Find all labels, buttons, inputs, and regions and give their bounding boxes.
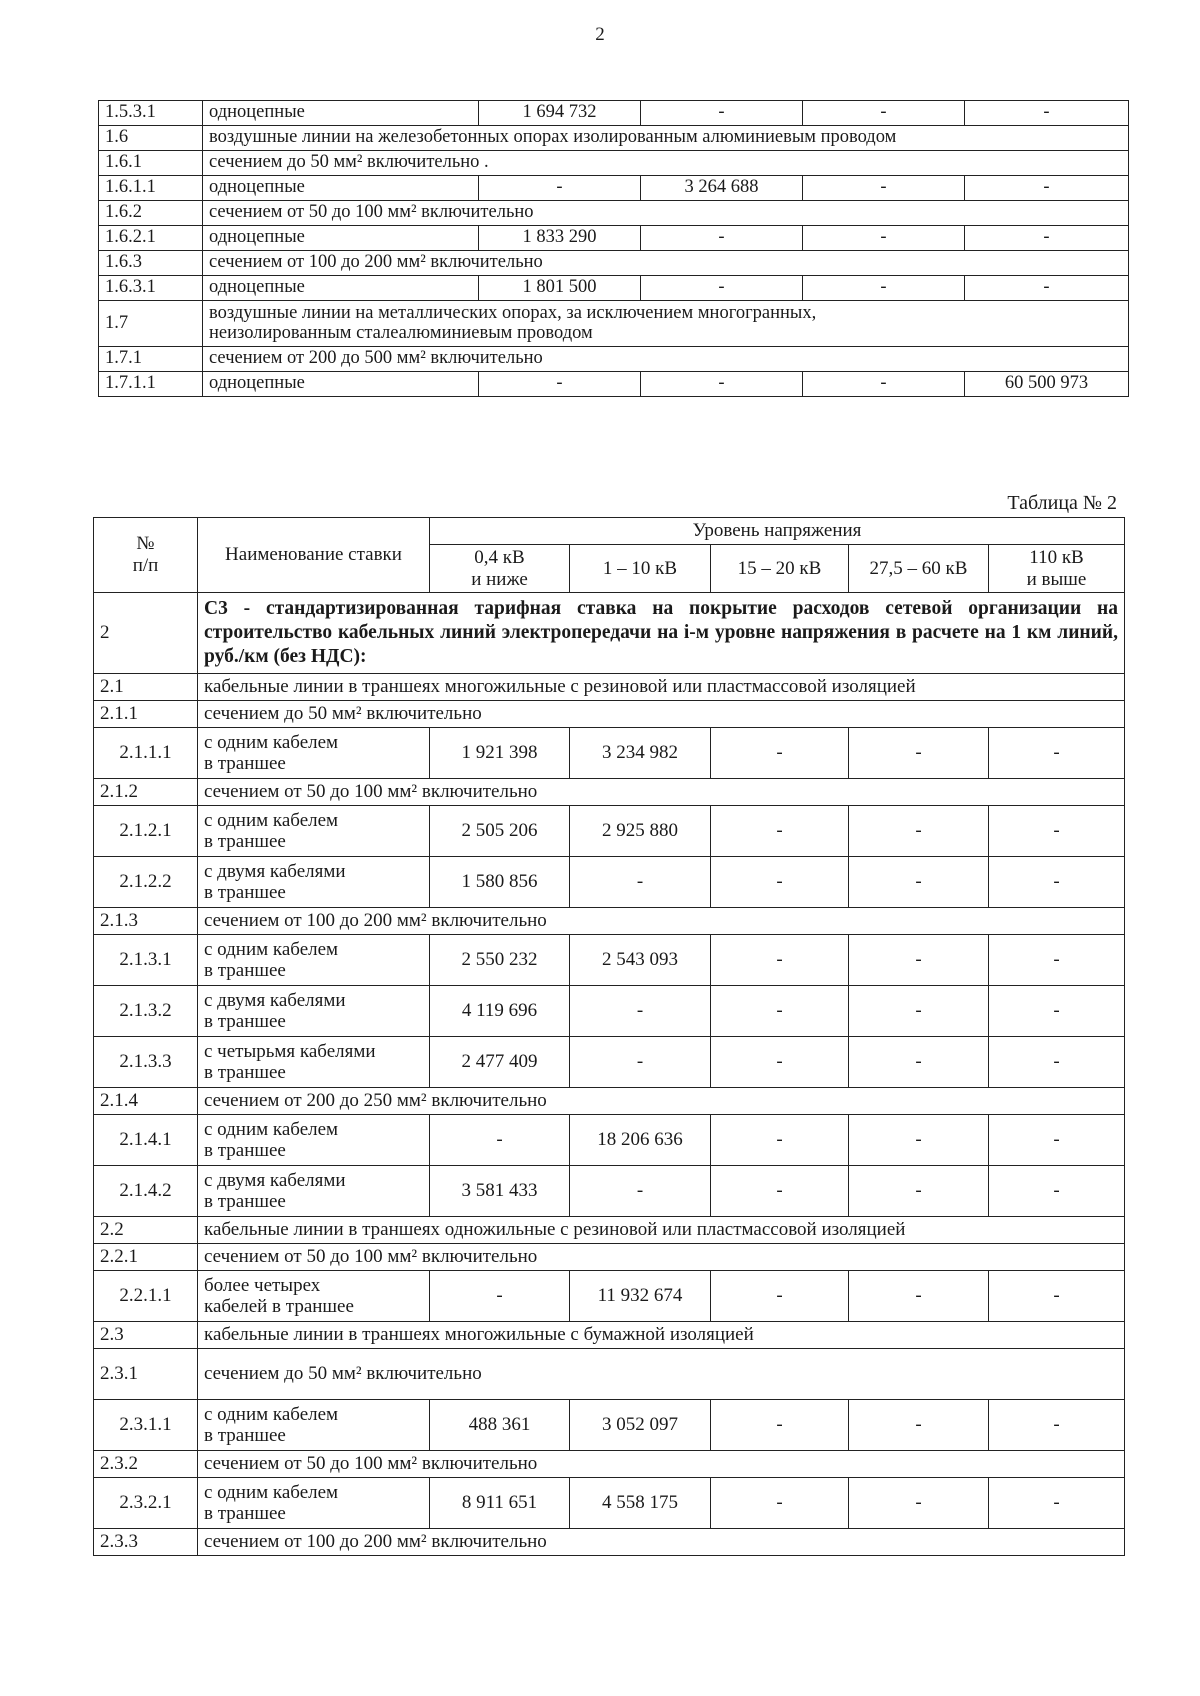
row-value: - <box>965 176 1129 201</box>
row-value: 4 119 696 <box>430 986 570 1037</box>
row-number: 2.1.3.3 <box>94 1037 198 1088</box>
row-number: 2.1.2 <box>94 779 198 806</box>
row-number: 1.5.3.1 <box>99 101 203 126</box>
row-value: - <box>711 935 849 986</box>
row-name-line1: с четырьмя кабелями <box>204 1040 376 1062</box>
row-value: 1 694 732 <box>479 101 641 126</box>
row-name-line2: в траншее <box>204 1140 286 1161</box>
table-row <box>99 176 1129 201</box>
row-name: кабельные линии в траншеях многожильные с бумажной изоляцией <box>198 1322 1125 1349</box>
row-number: 2.2.1 <box>94 1244 198 1271</box>
row-value: - <box>965 226 1129 251</box>
row-name: сечением от 100 до 200 мм² включительно <box>203 251 1129 276</box>
row-value: - <box>803 372 965 397</box>
row-name-line1: с двумя кабелями <box>204 1169 346 1191</box>
table-row <box>99 126 1129 151</box>
row-value: - <box>641 101 803 126</box>
row-name-line2: в траншее <box>204 960 286 981</box>
header-v5 <box>989 545 1125 593</box>
row-number: 1.7 <box>99 301 203 347</box>
row-name-line1: с двумя кабелями <box>204 860 346 882</box>
row-value: - <box>849 1478 989 1529</box>
row-number: 2 <box>94 593 198 674</box>
table-row <box>94 1400 1125 1451</box>
row-value: - <box>989 1271 1125 1322</box>
row-name: кабельные линии в траншеях многожильные с резиновой или пластмассовой изоляцией <box>198 674 1125 701</box>
row-value: - <box>849 1400 989 1451</box>
row-name-line1: с одним кабелем <box>204 809 339 831</box>
row-value: 2 550 232 <box>430 935 570 986</box>
row-number: 2.1.3.2 <box>94 986 198 1037</box>
page-number: 2 <box>595 24 605 45</box>
table-row <box>94 701 1125 728</box>
row-number: 2.1 <box>94 674 198 701</box>
table-caption: Таблица № 2 <box>1007 492 1117 514</box>
row-name-line2: в траншее <box>204 831 286 852</box>
row-name: одноцепные <box>203 226 479 251</box>
row-value: - <box>803 276 965 301</box>
row-name <box>198 1271 430 1322</box>
row-number: 1.7.1.1 <box>99 372 203 397</box>
table-row <box>94 1166 1125 1217</box>
row-name <box>198 1166 430 1217</box>
row-value: 1 580 856 <box>430 857 570 908</box>
row-value: - <box>849 1115 989 1166</box>
tariff-table-continuation <box>98 100 1129 397</box>
table-row <box>99 226 1129 251</box>
row-value: - <box>711 728 849 779</box>
row-name <box>198 986 430 1037</box>
row-number: 1.6.3.1 <box>99 276 203 301</box>
header-num-line1: № <box>136 533 155 555</box>
row-value: - <box>849 728 989 779</box>
table-row <box>94 1037 1125 1088</box>
header-v1-line2: и ниже <box>471 568 528 590</box>
row-value: - <box>849 1166 989 1217</box>
row-number: 1.6.1 <box>99 151 203 176</box>
row-value: 3 581 433 <box>430 1166 570 1217</box>
row-value: - <box>849 1271 989 1322</box>
table-row <box>99 101 1129 126</box>
table-row <box>99 347 1129 372</box>
row-value: 1 833 290 <box>479 226 641 251</box>
row-name: одноцепные <box>203 276 479 301</box>
row-name <box>198 1478 430 1529</box>
row-number: 1.6.2.1 <box>99 226 203 251</box>
row-number: 1.7.1 <box>99 347 203 372</box>
row-value: - <box>849 986 989 1037</box>
row-value: - <box>803 176 965 201</box>
table-row <box>94 1451 1125 1478</box>
header-v2: 1 – 10 кВ <box>570 545 711 593</box>
row-name <box>198 728 430 779</box>
header-v1-line1: 0,4 кВ <box>474 546 525 568</box>
row-number: 2.1.4.1 <box>94 1115 198 1166</box>
header-v5-line1: 110 кВ <box>1029 546 1084 568</box>
row-name: одноцепные <box>203 101 479 126</box>
row-value: - <box>803 101 965 126</box>
row-name <box>198 806 430 857</box>
row-value: - <box>989 857 1125 908</box>
row-value: - <box>641 226 803 251</box>
row-value: - <box>711 1166 849 1217</box>
row-value: - <box>989 1400 1125 1451</box>
table-row <box>94 1088 1125 1115</box>
row-name <box>198 1037 430 1088</box>
header-num-line2: п/п <box>132 555 159 576</box>
row-value: - <box>479 176 641 201</box>
row-value: - <box>711 806 849 857</box>
row-number: 1.6 <box>99 126 203 151</box>
row-name <box>198 1115 430 1166</box>
row-value: - <box>570 857 711 908</box>
row-value: - <box>989 1115 1125 1166</box>
table-row <box>99 201 1129 226</box>
row-name: сечением от 50 до 100 мм² включительно <box>198 1451 1125 1478</box>
table-row <box>94 986 1125 1037</box>
row-value: - <box>711 1478 849 1529</box>
row-number: 2.2 <box>94 1217 198 1244</box>
row-name-line1: с одним кабелем <box>204 731 339 753</box>
row-value: 8 911 651 <box>430 1478 570 1529</box>
table-row <box>99 372 1129 397</box>
row-name-line1: с одним кабелем <box>204 1118 339 1140</box>
table-row <box>94 857 1125 908</box>
header-v1 <box>430 545 570 593</box>
header-row-1 <box>94 518 1125 545</box>
row-value: - <box>641 372 803 397</box>
row-value: 3 052 097 <box>570 1400 711 1451</box>
row-value: - <box>711 1400 849 1451</box>
row-value: - <box>711 1115 849 1166</box>
table-row <box>94 1217 1125 1244</box>
row-value: - <box>641 276 803 301</box>
table-row <box>94 1322 1125 1349</box>
row-name-line2: кабелей в траншее <box>204 1296 354 1317</box>
row-value: - <box>849 935 989 986</box>
row-number: 1.6.2 <box>99 201 203 226</box>
row-value: - <box>989 1037 1125 1088</box>
row-number: 2.3.2 <box>94 1451 198 1478</box>
row-number: 2.1.2.2 <box>94 857 198 908</box>
table-row <box>94 935 1125 986</box>
row-name-line1: с одним кабелем <box>204 1481 339 1503</box>
row-name-line1: с двумя кабелями <box>204 989 346 1011</box>
row-number: 2.1.1 <box>94 701 198 728</box>
table-row <box>94 674 1125 701</box>
row-value: - <box>570 986 711 1037</box>
row-value: 488 361 <box>430 1400 570 1451</box>
row-value: 4 558 175 <box>570 1478 711 1529</box>
row-name: сечением от 50 до 100 мм² включительно <box>198 779 1125 806</box>
row-value: 2 505 206 <box>430 806 570 857</box>
row-value: - <box>989 728 1125 779</box>
section-title: С3 - стандартизированная тарифная ставка на покрытие расходов сетевой организации на строительство кабельных линий электропередачи на i-м уровне напряжения в расчете на 1 км линий, руб./км (без НДС): <box>198 593 1125 674</box>
row-name: сечением от 200 до 250 мм² включительно <box>198 1088 1125 1115</box>
row-name: воздушные линии на железобетонных опорах изолированным алюминиевым проводом <box>203 126 1129 151</box>
table-row <box>94 908 1125 935</box>
row-name: сечением до 50 мм² включительно <box>198 701 1125 728</box>
row-value: - <box>430 1271 570 1322</box>
row-number: 2.3.1 <box>94 1349 198 1400</box>
row-value: - <box>965 101 1129 126</box>
row-number: 2.2.1.1 <box>94 1271 198 1322</box>
header-voltage-level: Уровень напряжения <box>430 518 1125 545</box>
row-value: - <box>965 276 1129 301</box>
row-name: сечением от 200 до 500 мм² включительно <box>203 347 1129 372</box>
header-v4: 27,5 – 60 кВ <box>849 545 989 593</box>
row-value: - <box>711 857 849 908</box>
table-row <box>94 1349 1125 1400</box>
row-value: - <box>849 1037 989 1088</box>
row-number: 2.1.3.1 <box>94 935 198 986</box>
row-value: - <box>711 1037 849 1088</box>
row-name-line1: с одним кабелем <box>204 938 339 960</box>
row-name-line1: более четырех <box>204 1274 321 1296</box>
tariff-table-2 <box>93 517 1125 1556</box>
table-row <box>94 779 1125 806</box>
row-value: 1 801 500 <box>479 276 641 301</box>
row-value: - <box>711 986 849 1037</box>
row-name <box>198 935 430 986</box>
row-number: 2.1.3 <box>94 908 198 935</box>
row-value: - <box>989 806 1125 857</box>
row-number: 1.6.3 <box>99 251 203 276</box>
header-num <box>94 518 198 593</box>
table-row <box>94 806 1125 857</box>
row-number: 2.1.4.2 <box>94 1166 198 1217</box>
row-number: 2.1.2.1 <box>94 806 198 857</box>
table-row <box>94 1529 1125 1556</box>
row-name-line1: с одним кабелем <box>204 1403 339 1425</box>
row-number: 2.3.1.1 <box>94 1400 198 1451</box>
table-row <box>94 1271 1125 1322</box>
table-row <box>94 728 1125 779</box>
row-name: сечением от 50 до 100 мм² включительно <box>198 1244 1125 1271</box>
table-row <box>94 593 1125 674</box>
table-row <box>94 1244 1125 1271</box>
row-value: - <box>803 226 965 251</box>
row-value: 11 932 674 <box>570 1271 711 1322</box>
row-value: 60 500 973 <box>965 372 1129 397</box>
row-value: 2 925 880 <box>570 806 711 857</box>
row-name-line2: в траншее <box>204 1011 286 1032</box>
row-value: - <box>989 1166 1125 1217</box>
row-number: 2.3.2.1 <box>94 1478 198 1529</box>
row-value: - <box>570 1037 711 1088</box>
row-name-line2: в траншее <box>204 753 286 774</box>
table-row <box>99 276 1129 301</box>
table-row <box>94 1115 1125 1166</box>
row-name: сечением от 100 до 200 мм² включительно <box>198 1529 1125 1556</box>
row-value: 3 234 982 <box>570 728 711 779</box>
row-value: 2 477 409 <box>430 1037 570 1088</box>
table-row <box>99 251 1129 276</box>
row-name: кабельные линии в траншеях одножильные с резиновой или пластмассовой изоляцией <box>198 1217 1125 1244</box>
row-value: 1 921 398 <box>430 728 570 779</box>
row-number: 2.1.1.1 <box>94 728 198 779</box>
row-number: 2.1.4 <box>94 1088 198 1115</box>
header-v3: 15 – 20 кВ <box>711 545 849 593</box>
row-value: 3 264 688 <box>641 176 803 201</box>
row-value: 2 543 093 <box>570 935 711 986</box>
row-value: 18 206 636 <box>570 1115 711 1166</box>
row-value: - <box>570 1166 711 1217</box>
header-name: Наименование ставки <box>198 518 430 593</box>
row-number: 1.6.1.1 <box>99 176 203 201</box>
row-name <box>203 301 1129 347</box>
row-name-line1: воздушные линии на металлических опорах, за исключением многогранных, <box>209 302 817 323</box>
row-value: - <box>989 986 1125 1037</box>
row-name-line2: в траншее <box>204 1062 286 1083</box>
row-name: сечением от 50 до 100 мм² включительно <box>203 201 1129 226</box>
table-row <box>94 1478 1125 1529</box>
row-name: одноцепные <box>203 176 479 201</box>
row-number: 2.3 <box>94 1322 198 1349</box>
row-name-line2: неизолированным сталеалюминиевым проводом <box>209 322 593 343</box>
table-row <box>99 301 1129 347</box>
row-name-line2: в траншее <box>204 882 286 903</box>
row-value: - <box>989 1478 1125 1529</box>
row-name: одноцепные <box>203 372 479 397</box>
row-name-line2: в траншее <box>204 1503 286 1524</box>
row-name-line2: в траншее <box>204 1425 286 1446</box>
row-name-line2: в траншее <box>204 1191 286 1212</box>
row-value: - <box>849 806 989 857</box>
row-value: - <box>849 857 989 908</box>
row-number: 2.3.3 <box>94 1529 198 1556</box>
row-value: - <box>989 935 1125 986</box>
row-name: сечением до 50 мм² включительно <box>198 1349 1125 1400</box>
row-name: сечением от 100 до 200 мм² включительно <box>198 908 1125 935</box>
header-v5-line2: и выше <box>1026 568 1087 590</box>
row-value: - <box>479 372 641 397</box>
row-name: сечением до 50 мм² включительно . <box>203 151 1129 176</box>
row-value: - <box>711 1271 849 1322</box>
row-name <box>198 1400 430 1451</box>
row-value: - <box>430 1115 570 1166</box>
table-row <box>99 151 1129 176</box>
row-name <box>198 857 430 908</box>
